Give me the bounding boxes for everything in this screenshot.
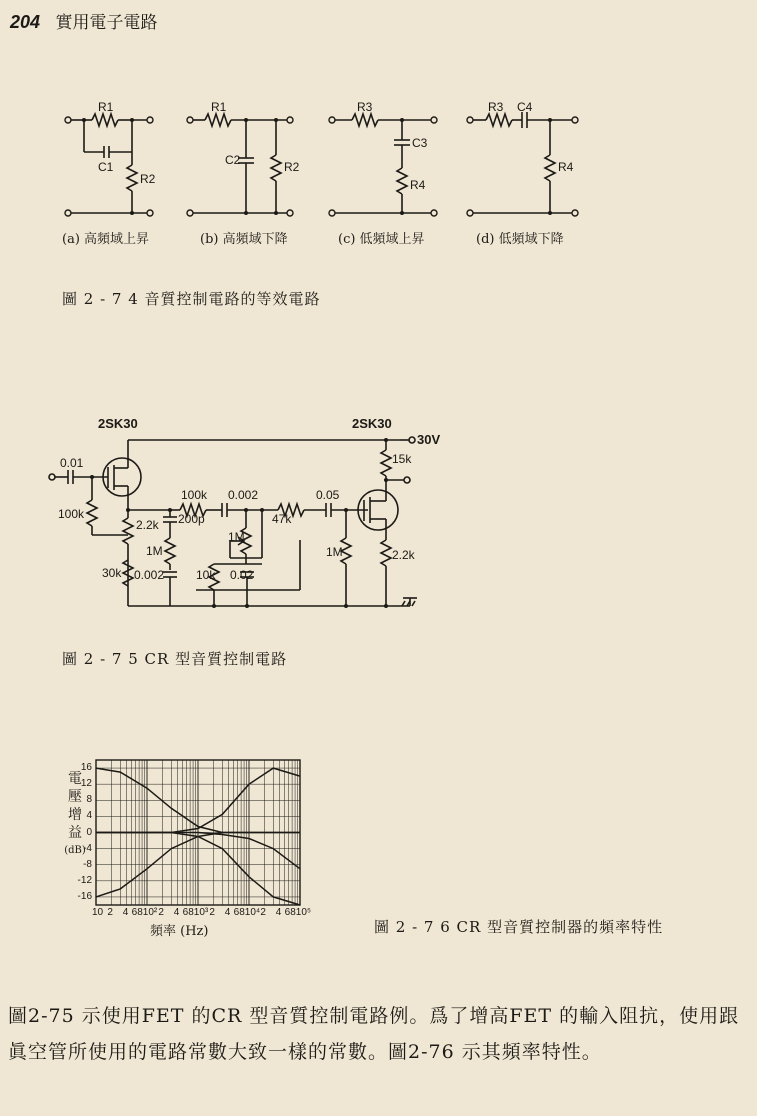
fig75-label-r-10k: 10k (196, 568, 216, 582)
fig75-label-q1: 2SK30 (98, 416, 138, 431)
fig74-label-r4d: R4 (558, 160, 574, 174)
fig76-ylabel-char-3: 增 (68, 807, 82, 823)
fig75-label-q2: 2SK30 (352, 416, 392, 431)
fig76-ytick-label: 8 (86, 794, 92, 806)
fig76-xtick-label: 6810⁵ (284, 907, 312, 918)
book-title: 實用電子電路 (55, 13, 158, 33)
fig75-label-c-005: 0.05 (316, 488, 340, 502)
fig74-label-r4c: R4 (410, 178, 426, 192)
body-paragraph: 圖2-75 示使用FET 的CR 型音質控制電路例。爲了增高FET 的輸入阻抗，使用跟眞空管所使用的電路常數大致一樣的常數。圖2-76 示其頻率特性。 (8, 1005, 740, 1063)
fig76-ytick-label: -8 (83, 858, 92, 870)
fig75-label-pot-1m-a: 1M (146, 544, 163, 558)
fig74-label-r2b: R2 (284, 160, 300, 174)
fig76-xtick-label: 2 (209, 907, 215, 918)
fig74-label-c2: C2 (225, 153, 241, 167)
fig74-label-c4: C4 (517, 100, 533, 114)
fig74-label-c1: C1 (98, 160, 114, 174)
fig76-series-line-4 (96, 833, 300, 906)
fig76-ytick-label: -4 (83, 842, 92, 854)
fig74-label-r3d: R3 (488, 100, 504, 114)
fig76-ytick-label: -16 (77, 890, 92, 902)
fig74-label-r1b: R1 (211, 100, 227, 114)
fig75-label-r-30k: 30k (102, 566, 122, 580)
fig75-label-r-100k-top: 100k (181, 488, 208, 502)
fig76-xtick-label: 4 (275, 907, 282, 918)
fig76-xtick-label: 4 (224, 907, 231, 918)
fig75-label-r-15k: 15k (392, 452, 412, 466)
fig76-caption: 圖 2 - 7 6 CR 型音質控制器的頻率特性 (374, 918, 664, 936)
fig76-series-line-1 (96, 768, 300, 832)
fig75-label-c-0002-bot: 0.002 (134, 568, 165, 582)
fig76-ytick-label: 4 (86, 810, 92, 822)
fig75-label-r-22k-a: 2.2k (136, 518, 159, 532)
fig74-sub-c: (c) 低頻域上昇 (338, 232, 425, 247)
fig76-xtick-label: 2 (158, 907, 164, 918)
fig75-label-c-in: 0.01 (60, 456, 84, 470)
fig75-label-r-in: 100k (58, 507, 85, 521)
fig74-sub-b: (b) 高頻域下降 (200, 232, 288, 247)
fig76-xtick-label: 4 (122, 907, 129, 918)
fig76-ytick-label: 0 (86, 826, 92, 838)
fig74-label-r1a: R1 (98, 100, 114, 114)
fig75-label-pot-1m-b: 1M (228, 530, 245, 544)
fig75-label-r-22k-b: 2.2k (392, 548, 415, 562)
fig76-series-line-5 (96, 833, 300, 869)
fig74-label-r2a: R2 (140, 172, 156, 186)
fig75-label-c-002: 0.02 (230, 568, 254, 582)
fig76-ytick-label: -12 (77, 874, 92, 886)
fig75-caption: 圖 2 - 7 5 CR 型音質控制電路 (62, 650, 288, 668)
fig75-label-r-47k: 47k (272, 512, 292, 526)
fig76-ylabel-unit: (dB) (64, 845, 86, 856)
page-number: 204 (10, 12, 41, 32)
fig75-label-c-0002-top: 0.002 (228, 488, 259, 502)
fig76-series-line-3 (96, 768, 300, 832)
fig76-xlabel: 頻率 (Hz) (150, 924, 209, 939)
fig75-label-vcc: 30V (417, 432, 441, 447)
fig76-series-line-2 (96, 833, 300, 897)
fig74-label-r3c: R3 (357, 100, 373, 114)
fig74-sub-d: (d) 低頻域下降 (476, 232, 564, 247)
fig76-ytick-label: 16 (80, 762, 92, 774)
page-header (10, 8, 157, 33)
fig76-xtick-label: 2 (260, 907, 266, 918)
fig75-label-c-200p: 200p (178, 512, 205, 526)
fig76-ylabel-char-1: 電 (68, 771, 82, 787)
fig76-ytick-label: 12 (80, 778, 92, 790)
fig76-xtick-label: 6810⁴ (233, 907, 261, 918)
fig74-label-c3: C3 (412, 136, 428, 150)
fig76-xtick-label: 6810³ (182, 907, 209, 918)
fig76-xtick-label: 6810² (131, 907, 158, 918)
fig76-xtick-label: 4 (173, 907, 180, 918)
fig76-ylabel-char-4: 益 (68, 825, 82, 841)
fig74-sub-a: (a) 高頻域上昇 (62, 232, 150, 247)
fig75-label-r-1m-gate: 1M (326, 545, 343, 559)
fig76-plot-frame (96, 760, 300, 905)
fig76-xtick-label: 2 (107, 907, 113, 918)
fig74-caption: 圖 2 - 7 4 音質控制電路的等效電路 (62, 290, 321, 308)
fig76-ylabel-char-2: 壓 (68, 789, 82, 805)
fig76-xtick-label: 10 (92, 907, 104, 918)
